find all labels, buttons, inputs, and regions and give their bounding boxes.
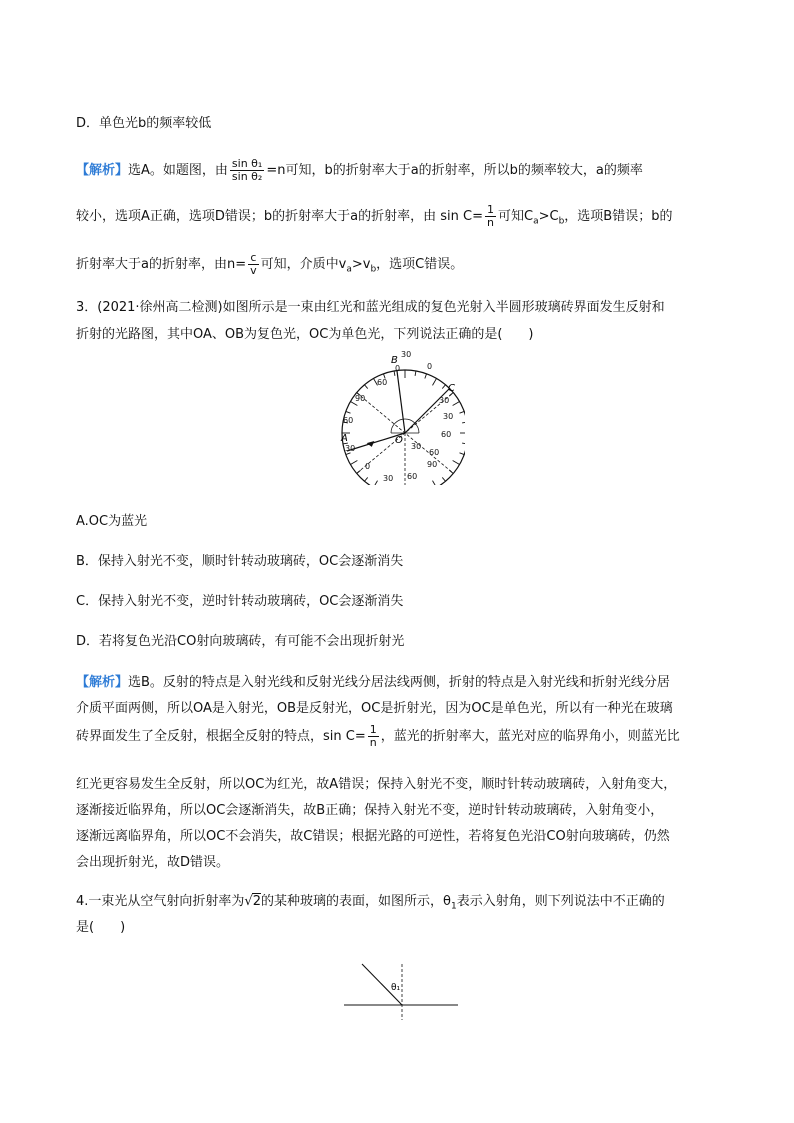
scale-tick bbox=[462, 443, 465, 444]
q3-option-a: A.OC为蓝光 bbox=[76, 514, 148, 529]
critical-fraction: $\frac{1}{n}$ bbox=[486, 203, 494, 229]
label-o: O bbox=[395, 435, 403, 446]
q3-analysis-line-2: 介质平面两侧，所以OA是入射光，OB是反射光，OC是折射光，因为OC是单色光，所以有一种光在玻璃 bbox=[76, 701, 673, 716]
svg-text:60: 60 bbox=[377, 378, 388, 387]
q3-option-b: B．保持入射光不变，顺时针转动玻璃砖，OC会逐渐消失 bbox=[76, 554, 404, 569]
scale-tick bbox=[433, 481, 437, 485]
svg-text:30: 30 bbox=[443, 412, 454, 421]
scale-tick bbox=[442, 477, 445, 481]
scale-tick bbox=[442, 385, 445, 389]
analysis-tag: 【解析】 bbox=[76, 675, 129, 690]
svg-text:60: 60 bbox=[343, 416, 354, 425]
svg-text:60: 60 bbox=[407, 472, 418, 481]
scale-tick bbox=[433, 378, 437, 385]
q3-stem-line-1: 3．(2021·徐州高二检测)如图所示是一束由红光和蓝光组成的复色光射入半圆形玻璃砖界面发生反射和 bbox=[76, 300, 665, 315]
scale-tick bbox=[425, 374, 427, 379]
sqrt-two: √2 bbox=[244, 894, 261, 909]
q2-analysis-line-2: 较小，选项A正确，选项D错误；b的折射率大于a的折射率，由 sin C= $\frac{1}{n}$ 可知$C_a>C_b$，选项B错误；b的 bbox=[76, 203, 673, 229]
svg-text:30: 30 bbox=[345, 444, 356, 453]
snell-fraction: $\frac{\text{sin θ₁}}{\text{sin θ₂}}$ bbox=[231, 157, 263, 183]
q3-semicircle-figure bbox=[335, 345, 465, 485]
label-c: C bbox=[448, 383, 455, 394]
svg-text:30: 30 bbox=[411, 442, 422, 451]
q2-analysis-line-3: 折射率大于a的折射率，由n= $\frac{c}{v}$ 可知，介质中$v_a>v_b$，选项C错误。 bbox=[76, 251, 464, 277]
scale-tick bbox=[415, 371, 416, 376]
scale-tick bbox=[453, 402, 460, 406]
label-a: A bbox=[341, 433, 348, 444]
q4-stem-line-2: 是( ) bbox=[76, 920, 126, 935]
speed-fraction: $\frac{c}{v}$ bbox=[250, 251, 257, 277]
svg-text:60: 60 bbox=[441, 430, 452, 439]
q2-option-d: D．单色光b的频率较低 bbox=[76, 116, 212, 131]
q3-analysis-line-6: 逐渐远离临界角，所以OC不会消失，故C错误；根据光路的可逆性，若将复色光沿CO射向玻璃砖，仍然 bbox=[76, 829, 670, 844]
svg-text:30: 30 bbox=[439, 396, 450, 405]
scale-tick bbox=[346, 453, 351, 455]
q2-analysis-line-1: 【解析】选A。如题图，由 $\frac{\text{sin θ₁}}{\text{sin θ₂}}$ =n可知，b的折射率大于a的折射率，所以b的频率较大，a的频率 bbox=[76, 157, 643, 183]
scale-tick bbox=[350, 461, 357, 465]
q3-option-c: C．保持入射光不变，逆时针转动玻璃砖，OC会逐渐消失 bbox=[76, 594, 404, 609]
svg-text:90: 90 bbox=[427, 460, 438, 469]
svg-text:90: 90 bbox=[355, 394, 366, 403]
svg-text:30: 30 bbox=[383, 474, 394, 483]
scale-tick bbox=[460, 411, 465, 413]
q3-analysis-line-5: 逐渐接近临界角，所以OC会逐渐消失，故B正确；保持入射光不变，逆时针转动玻璃砖，入射角变小， bbox=[76, 803, 664, 818]
svg-text:0: 0 bbox=[427, 362, 433, 371]
q3-stem-line-2: 折射的光路图，其中OA、OB为复色光，OC为单色光，下列说法正确的是( ) bbox=[76, 327, 534, 342]
scale-tick bbox=[365, 385, 368, 389]
ray-ob bbox=[397, 371, 405, 433]
q3-analysis-line-4: 红光更容易发生全反射，所以OC为红光，故A错误；保持入射光不变，顺时针转动玻璃砖，入射角变大， bbox=[76, 777, 677, 792]
theta-label: θ₁ bbox=[391, 983, 401, 993]
scale-tick bbox=[462, 422, 465, 423]
q3-analysis-line-3: 砖界面发生了全反射，根据全反射的特点，sin C= $\frac{1}{n}$ ，蓝光的折射率大，蓝光对应的临界角小，则蓝光比 bbox=[76, 723, 680, 749]
svg-text:0: 0 bbox=[395, 364, 401, 373]
q3-analysis-line-7: 会出现折射光，故D错误。 bbox=[76, 855, 230, 870]
q4-incidence-figure bbox=[340, 958, 462, 1022]
scale-tick bbox=[460, 453, 465, 455]
q3-option-d: D．若将复色光沿CO射向玻璃砖，有可能不会出现折射光 bbox=[76, 634, 405, 649]
q3-analysis-line-1: 【解析】选B。反射的特点是入射光线和反射光线分居法线两侧，折射的特点是入射光线和折射光线分居 bbox=[76, 675, 670, 690]
svg-text:60: 60 bbox=[429, 448, 440, 457]
analysis-tag: 【解析】 bbox=[76, 163, 129, 178]
q4-stem-line-1: 4.一束光从空气射向折射率为√2的某种玻璃的表面，如图所示，$\theta_1$表示入射角，则下列说法中不正确的 bbox=[76, 894, 665, 912]
scale-labels bbox=[343, 350, 453, 483]
svg-text:30: 30 bbox=[401, 350, 412, 359]
scale-tick bbox=[453, 461, 460, 465]
scale-tick bbox=[365, 477, 368, 481]
svg-text:0: 0 bbox=[365, 462, 371, 471]
scale-tick bbox=[346, 411, 351, 413]
scale-tick bbox=[374, 481, 378, 485]
label-b: B bbox=[391, 355, 398, 366]
critical-fraction: $\frac{1}{n}$ bbox=[369, 723, 377, 749]
